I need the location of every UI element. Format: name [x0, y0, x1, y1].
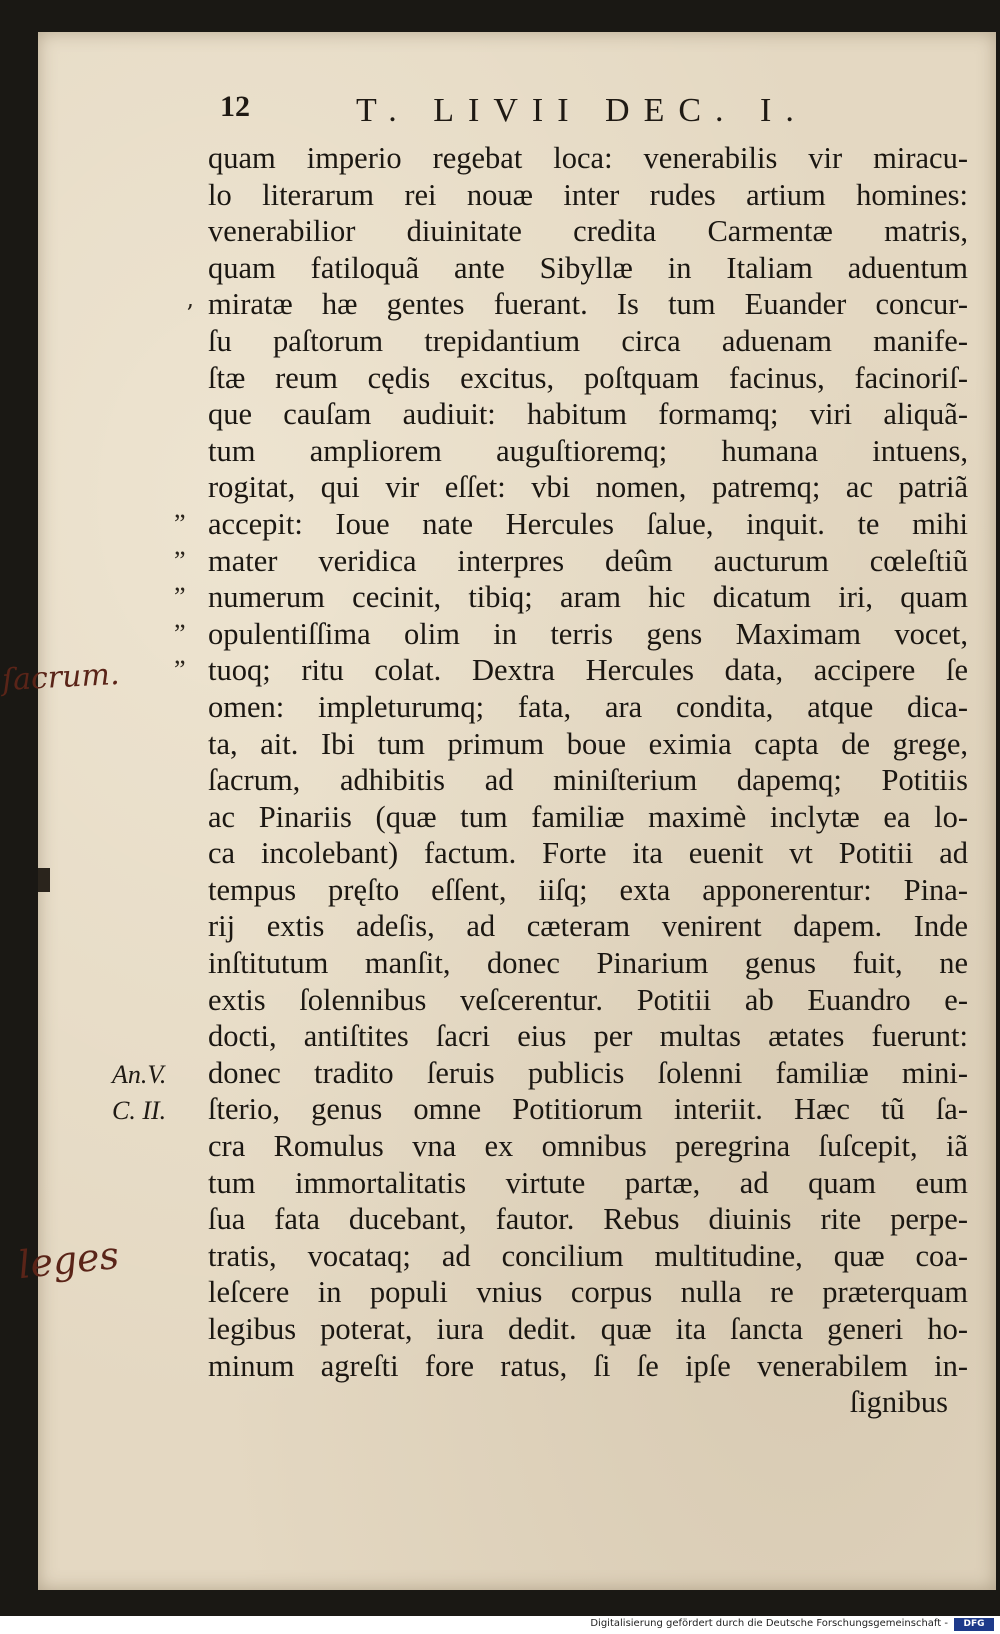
- text-line: opulentiſſima olim in terris gens Maximam vocet,: [208, 616, 968, 651]
- dfg-logo: DFG: [954, 1618, 994, 1631]
- running-head: T. LIVII DEC. I.: [356, 92, 808, 129]
- text-line: donec tradito ſeruis publicis ſolenni familiæ mini-: [208, 1055, 968, 1090]
- funding-credit: Digitalisierung gefördert durch die Deutsche Forschungsgemeinschaft -: [590, 1618, 948, 1629]
- manuscript-note-sacrum: ſacrum.: [1, 656, 121, 699]
- manuscript-note-leges: leges: [15, 1232, 121, 1288]
- text-line: ca incolebant) factum. Forte ita euenit vt Potitii ad: [208, 836, 968, 871]
- text-line: cra Romulus vna ex omnibus peregrina ſuſcepit, iã: [208, 1129, 968, 1164]
- text-line: lo literarum rei nouæ inter rudes artium homines:: [208, 177, 968, 212]
- quote-marks: ” ” ” ” ”: [174, 509, 186, 685]
- printed-margin-note-count: C. II.: [112, 1096, 167, 1125]
- text-line: ſu paſtorum trepidantium circa aduenam manife-: [208, 323, 968, 358]
- text-line: tempus pręſto eſſent, iiſq; exta apponerentur: Pina-: [208, 872, 968, 907]
- text-line: tum immortalitatis virtute partæ, ad quam eum: [208, 1165, 968, 1200]
- text-line: leſcere in populi vnius corpus nulla re præterquam: [208, 1275, 968, 1310]
- text-line: ſtæ reum cędis excitus, poſtquam facinus, facinoriſ-: [208, 360, 968, 395]
- text-line: rogitat, qui vir eſſet: vbi nomen, patremq; ac patriã: [208, 470, 968, 505]
- text-line: inſtitutum manſit, donec Pinarium genus fuit, ne: [208, 946, 968, 981]
- text-line: tratis, vocataq; ad concilium multitudine, quæ coa-: [208, 1238, 968, 1273]
- text-line: quam fatiloquã ante Sibyllæ in Italiam aduentum: [208, 250, 968, 285]
- page-edge-mark: [38, 868, 50, 892]
- catchword: ſignibus: [849, 1385, 948, 1420]
- text-line: mater veridica interpres deûm aucturum cœleſtiũ: [208, 543, 968, 578]
- footer-bar: [0, 1616, 1000, 1634]
- text-line: ſterio, genus omne Potitiorum interiit. Hæc tũ ſa-: [208, 1092, 968, 1127]
- scanned-book-page: [1, 32, 996, 1590]
- text-line: omen: impleturumq; fata, ara condita, atque dica-: [208, 689, 968, 724]
- text-line: que cauſam audiuit: habitum formamq; viri aliquã-: [208, 397, 968, 432]
- text-line: ſacrum, adhibitis ad miniſterium dapemq; Potitiis: [208, 763, 968, 798]
- text-line: ſua fata ducebant, fautor. Rebus diuinis rite perpe-: [208, 1202, 968, 1237]
- margin-quote-marks: [174, 506, 200, 689]
- text-line: numerum cecinit, tibiq; aram hic dicatum iri, quam: [208, 580, 968, 615]
- text-line: venerabilior diuinitate credita Carmentæ matris,: [208, 214, 968, 249]
- page-number: 12: [220, 90, 250, 123]
- text-line: quam imperio regebat loca: venerabilis vir miracu-: [208, 141, 968, 175]
- text-line: accepit: Ioue nate Hercules ſalue, inquit. te mihi: [208, 506, 968, 541]
- page-header: [38, 90, 996, 134]
- margin-tick-mark: ’: [186, 300, 194, 328]
- text-line: docti, antiſtites ſacri eius per multas ætates fuerunt:: [208, 1019, 968, 1054]
- text-line: ta, ait. Ibi tum primum boue eximia capta de grege,: [208, 726, 968, 761]
- printed-margin-note-year: An.V.: [112, 1060, 167, 1089]
- text-line: ac Pinariis (quæ tum familiæ maximè inclytæ ea lo-: [208, 799, 968, 834]
- text-line: miratæ hæ gentes fuerant. Is tum Euander concur-: [208, 287, 968, 322]
- text-line: minum agreſti fore ratus, ſi ſe ipſe venerabilem in-: [208, 1348, 968, 1383]
- body-text: [208, 140, 968, 1421]
- text-line: tum ampliorem auguſtioremq; humana intuens,: [208, 433, 968, 468]
- text-line: tuoq; ritu colat. Dextra Hercules data, accipere ſe: [208, 653, 968, 688]
- text-line: extis ſolennibus veſcerentur. Potitii ab Euandro e-: [208, 982, 968, 1017]
- text-line: rij extis adeſis, ad cæteram venirent dapem. Inde: [208, 909, 968, 944]
- text-line: legibus poterat, iura dedit. quæ ita ſancta generi ho-: [208, 1312, 968, 1346]
